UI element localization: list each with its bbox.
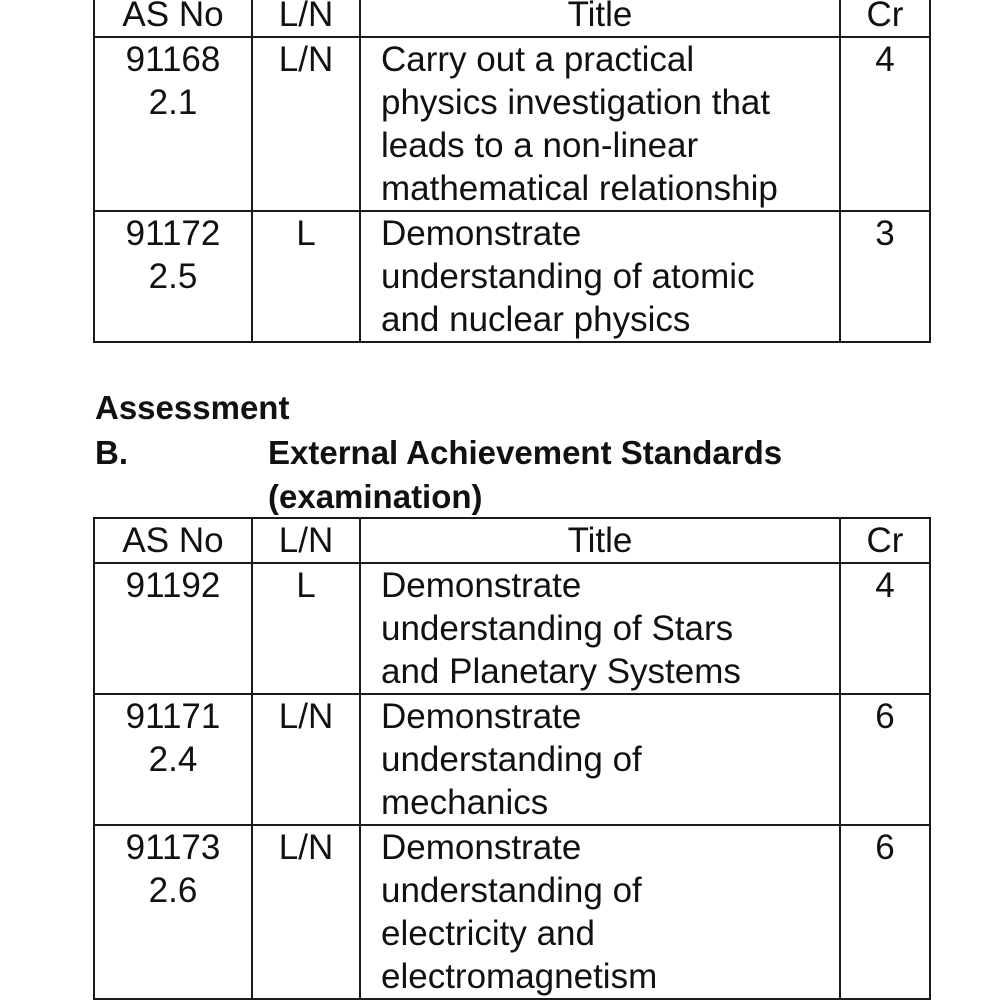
ln-cell: L/N (252, 694, 360, 825)
external-standards-table (93, 517, 931, 1000)
header-ln: L/N (252, 518, 360, 563)
credits-cell: 3 (840, 211, 930, 342)
as-no-cell (94, 825, 252, 999)
credits-cell: 6 (840, 694, 930, 825)
title-text: Demonstrate understanding of Stars and Planetary Systems (381, 566, 741, 691)
assessment-heading: Assessment (95, 389, 290, 426)
title-cell (360, 694, 840, 825)
section-letter: B. (95, 434, 128, 471)
table-row (94, 825, 930, 999)
title-cell (360, 37, 840, 211)
as-no-cell (94, 694, 252, 825)
header-cr: Cr (840, 0, 930, 37)
title-cell (360, 825, 840, 999)
credits-cell: 4 (840, 37, 930, 211)
as-no-text: 91171 2.4 (125, 697, 221, 779)
table-header-row (94, 518, 930, 563)
title-text: Carry out a practical physics investigation that leads to a non-linear mathematical relationship (381, 40, 778, 208)
ln-cell: L/N (252, 37, 360, 211)
table-row (94, 694, 930, 825)
title-text: Demonstrate understanding of atomic and nuclear physics (381, 214, 755, 339)
internal-standards-table (93, 0, 931, 343)
header-title: Title (360, 0, 840, 37)
header-cr: Cr (840, 518, 930, 563)
table-row (94, 211, 930, 342)
as-no-text: 91192 (125, 566, 221, 605)
as-no-text: 91173 2.6 (125, 828, 221, 910)
ln-cell: L (252, 211, 360, 342)
title-text: Demonstrate understanding of electricity and electromagnetism (381, 828, 658, 996)
header-title: Title (360, 518, 840, 563)
as-no-cell (94, 37, 252, 211)
as-no-text: 91168 2.1 (125, 40, 221, 122)
table-header-row (94, 0, 930, 37)
section-title: External Achievement Standards (examination) (268, 434, 783, 515)
title-cell (360, 563, 840, 694)
title-cell (360, 211, 840, 342)
credits-cell: 6 (840, 825, 930, 999)
title-text: Demonstrate understanding of mechanics (381, 697, 642, 822)
ln-cell: L (252, 563, 360, 694)
ln-cell: L/N (252, 825, 360, 999)
header-ln: L/N (252, 0, 360, 37)
as-no-cell (94, 563, 252, 694)
header-as-no: AS No (94, 0, 252, 37)
as-no-cell (94, 211, 252, 342)
table-row (94, 563, 930, 694)
credits-cell: 4 (840, 563, 930, 694)
header-as-no: AS No (94, 518, 252, 563)
as-no-text: 91172 2.5 (125, 214, 221, 296)
table-row (94, 37, 930, 211)
